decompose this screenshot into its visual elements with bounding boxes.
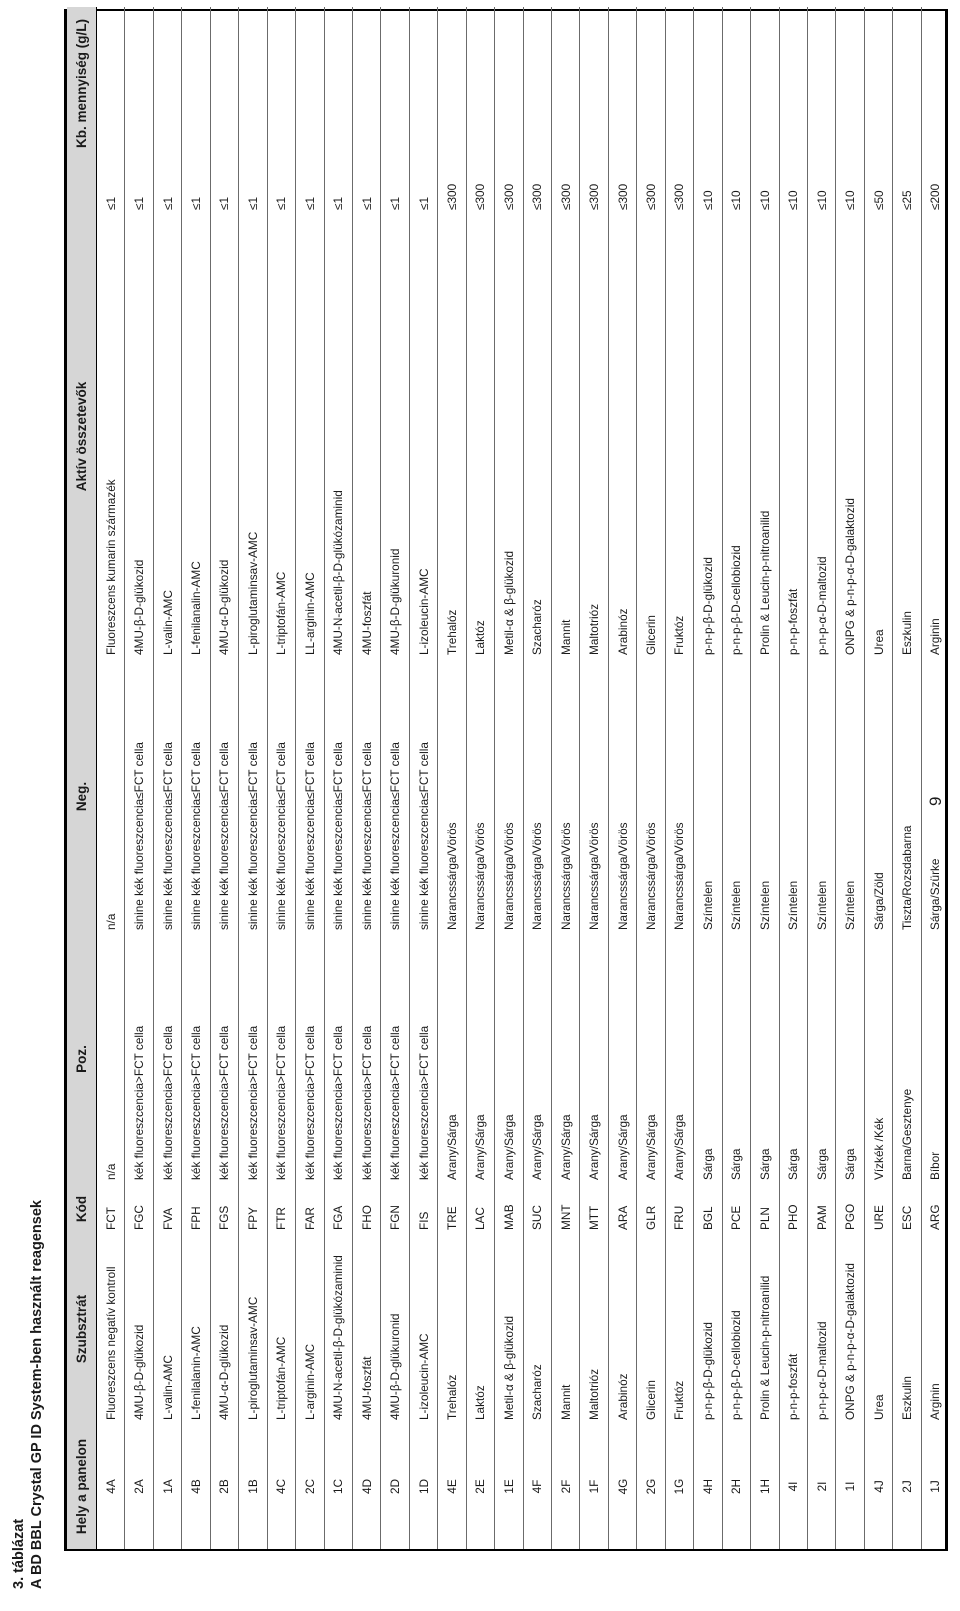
cell-negative: Narancssárga/Vörös [552,659,580,934]
cell-location: 2C [296,1424,324,1549]
cell-location: 1C [324,1424,352,1549]
cell-approx-amount: ≤300 [637,7,665,214]
cell-approx-amount: ≤1 [381,7,409,214]
cell-substrate: L-fenilalanin-AMC [182,1234,210,1424]
cell-substrate: Eszkulin [893,1234,921,1424]
cell-location: 4I [779,1424,807,1549]
cell-positive: kék fluoreszcencia>FCT cella [210,934,238,1184]
cell-approx-amount: ≤200 [921,7,949,214]
cell-positive: Arany/Sárga [637,934,665,1184]
cell-code: FAR [296,1184,324,1234]
table-row [694,7,722,1549]
cell-negative: sinine kék fluoreszcencia≤FCT cella [153,659,181,934]
cell-code: SUC [523,1184,551,1234]
cell-substrate: ONPG & p-n-p-α-D-galaktozid [836,1234,864,1424]
cell-negative: sinine kék fluoreszcencia≤FCT cella [125,659,153,934]
cell-approx-amount: ≤300 [438,7,466,214]
cell-location: 2D [381,1424,409,1549]
cell-substrate: 4MU-N-acetil-β-D-glükózaminid [324,1234,352,1424]
cell-negative: Narancssárga/Vörös [665,659,693,934]
cell-positive: Vízkék /Kék [864,934,892,1184]
cell-location: 4D [352,1424,380,1549]
cell-positive: kék fluoreszcencia>FCT cella [182,934,210,1184]
cell-substrate: L-triptofán-AMC [267,1234,295,1424]
cell-positive: Arany/Sárga [580,934,608,1184]
caption-table-number: 3. táblázat [11,1518,27,1589]
cell-active-ingredients: Trehalóz [438,214,466,659]
cell-location: 2B [210,1424,238,1549]
cell-negative: Színtelen [836,659,864,934]
cell-code: PLN [751,1184,779,1234]
cell-approx-amount: ≤1 [296,7,324,214]
cell-code: MAB [495,1184,523,1234]
cell-substrate: 4MU-β-D-glükozid [125,1234,153,1424]
cell-code: FRU [665,1184,693,1234]
table-row [125,7,153,1549]
cell-negative: sinine kék fluoreszcencia≤FCT cella [267,659,295,934]
cell-negative: Színtelen [694,659,722,934]
cell-active-ingredients: Szacharóz [523,214,551,659]
table-row [239,7,267,1549]
cell-substrate: Glicerin [637,1234,665,1424]
cell-approx-amount: ≤300 [552,7,580,214]
table-row [807,7,835,1549]
cell-negative: Narancssárga/Vörös [580,659,608,934]
cell-location: 2I [807,1424,835,1549]
table-header-row [67,7,97,1549]
cell-positive: Sárga [751,934,779,1184]
cell-code: FCT [103,1207,118,1230]
cell-location: 1I [836,1424,864,1549]
cell-positive: kék fluoreszcencia>FCT cella [352,934,380,1184]
table-body [97,7,950,1549]
cell-location: 4E [438,1424,466,1549]
cell-substrate: p-n-p-foszfát [779,1234,807,1424]
cell-negative: Narancssárga/Vörös [637,659,665,934]
cell-negative: sinine kék fluoreszcencia≤FCT cella [239,659,267,934]
cell-location: 1B [239,1424,267,1549]
table-row [864,7,892,1549]
cell-substrate: Prolin & Leucin-p-nitroanilid [751,1234,779,1424]
cell-substrate: Szacharóz [523,1234,551,1424]
table-row [893,7,921,1549]
cell-code: PAM [807,1184,835,1234]
table-row [552,7,580,1549]
cell-negative: Sárga/Zöld [864,659,892,934]
cell-location: 4C [267,1424,295,1549]
cell-substrate: Fruktóz [665,1234,693,1424]
cell-code: PGO [836,1184,864,1234]
cell-approx-amount: ≤300 [523,7,551,214]
cell-location: 2A [125,1424,153,1549]
cell-approx-amount: ≤25 [893,7,921,214]
cell-code: FGS [210,1184,238,1234]
cell-positive: Sárga [722,934,750,1184]
cell-active-ingredients: L-izoleucin-AMC [409,214,437,659]
cell-negative: sinine kék fluoreszcencia≤FCT cella [210,659,238,934]
cell-active-ingredients: 4MU-N-acetil-β-D-glükózaminid [324,214,352,659]
cell-code: FGA [324,1184,352,1234]
cell-active-ingredients: Maltotrióz [580,214,608,659]
cell-positive: kék fluoreszcencia>FCT cella [409,934,437,1184]
cell-approx-amount: ≤10 [807,7,835,214]
cell-substrate: 4MU-β-D-glükuronid [381,1234,409,1424]
table-row [751,7,779,1549]
cell-negative: Narancssárga/Vörös [523,659,551,934]
table-row [722,7,750,1549]
table-row [495,7,523,1549]
cell-approx-amount: ≤300 [495,7,523,214]
table-row [210,7,238,1549]
cell-location: 1D [409,1424,437,1549]
table-row [466,7,494,1549]
cell-location: 2H [722,1424,750,1549]
cell-negative: Színtelen [807,659,835,934]
table-row [409,7,437,1549]
cell-approx-amount: ≤1 [103,196,118,210]
cell-code: URE [864,1184,892,1234]
cell-approx-amount: ≤300 [466,7,494,214]
cell-location: 1G [665,1424,693,1549]
cell-code: MTT [580,1184,608,1234]
table-row [296,7,324,1549]
cell-substrate: Trehalóz [438,1234,466,1424]
cell-active-ingredients: Metil-α & β-glükozid [495,214,523,659]
cell-location: 1J [921,1424,949,1549]
cell-positive: Arany/Sárga [466,934,494,1184]
cell-substrate: Metil-α & β-glükozid [495,1234,523,1424]
cell-code: ARG [921,1184,949,1234]
cell-location: 1E [495,1424,523,1549]
cell-approx-amount: ≤50 [864,7,892,214]
cell-active-ingredients: L-valin-AMC [153,214,181,659]
cell-active-ingredients: Urea [864,214,892,659]
table-row [608,7,636,1549]
cell-active-ingredients: L-triptofán-AMC [267,214,295,659]
cell-code: FPY [239,1184,267,1234]
cell-substrate: p-n-p-β-D-cellobiozid [722,1234,750,1424]
cell-approx-amount: ≤1 [267,7,295,214]
cell-active-ingredients: 4MU-β-D-glükuronid [381,214,409,659]
cell-positive: kék fluoreszcencia>FCT cella [125,934,153,1184]
table-row [97,7,125,1549]
table-row [836,7,864,1549]
header-approx-amount: Kb. mennyiség (g/L) [67,7,97,214]
cell-approx-amount: ≤1 [324,7,352,214]
cell-location: 4A [103,1479,118,1494]
cell-code: ARA [608,1184,636,1234]
cell-active-ingredients: Eszkulin [893,214,921,659]
cell-location: 1H [751,1424,779,1549]
cell-code: FPH [182,1184,210,1234]
cell-approx-amount: ≤1 [182,7,210,214]
cell-substrate: Arabinóz [608,1234,636,1424]
table-row [352,7,380,1549]
cell-approx-amount: ≤1 [125,7,153,214]
cell-location: 4B [182,1424,210,1549]
cell-code: BGL [694,1184,722,1234]
header-active-ingredients: Aktív összetevők [67,214,97,659]
cell-active-ingredients: 4MU-foszfát [352,214,380,659]
cell-active-ingredients: Glicerin [637,214,665,659]
cell-active-ingredients: 4MU-β-D-glükozid [125,214,153,659]
cell-approx-amount: ≤10 [722,7,750,214]
cell-positive: Arany/Sárga [552,934,580,1184]
cell-positive: Bíbor [921,934,949,1184]
table-row [523,7,551,1549]
cell-positive: Arany/Sárga [608,934,636,1184]
cell-approx-amount: ≤300 [665,7,693,214]
cell-code: GLR [637,1184,665,1234]
cell-negative: Narancssárga/Vörös [466,659,494,934]
table-row [580,7,608,1549]
header-negative: Neg. [67,659,97,934]
header-code: Kód [67,1184,97,1234]
cell-approx-amount: ≤300 [580,7,608,214]
cell-positive: n/a [103,1163,118,1180]
table-row [438,7,466,1549]
reagent-table [67,7,949,1549]
cell-substrate: Arginin [921,1234,949,1424]
cell-active-ingredients: L-piroglutaminsav-AMC [239,214,267,659]
cell-negative: Narancssárga/Vörös [608,659,636,934]
header-substrate: Szubsztrát [67,1234,97,1424]
cell-positive: Sárga [807,934,835,1184]
cell-substrate: L-piroglutaminsav-AMC [239,1234,267,1424]
reagent-table-frame [64,9,948,1551]
table-row [267,7,295,1549]
cell-negative: Színtelen [722,659,750,934]
table-row [921,7,949,1549]
cell-substrate: 4MU-foszfát [352,1234,380,1424]
table-row [665,7,693,1549]
cell-negative: sinine kék fluoreszcencia≤FCT cella [352,659,380,934]
cell-positive: kék fluoreszcencia>FCT cella [153,934,181,1184]
cell-negative: Színtelen [779,659,807,934]
cell-substrate: Mannit [552,1234,580,1424]
cell-positive: kék fluoreszcencia>FCT cella [324,934,352,1184]
cell-active-ingredients: LL-arginin-AMC [296,214,324,659]
cell-code: ESC [893,1184,921,1234]
cell-substrate: L-izoleucin-AMC [409,1234,437,1424]
cell-positive: Sárga [836,934,864,1184]
cell-positive: kék fluoreszcencia>FCT cella [267,934,295,1184]
caption-table-title: A BD BBL Crystal GP ID System-ben használt reagensek [29,1200,45,1589]
cell-code: FHO [352,1184,380,1234]
cell-location: 4J [864,1424,892,1549]
cell-positive: Arany/Sárga [495,934,523,1184]
cell-approx-amount: ≤1 [239,7,267,214]
cell-positive: Arany/Sárga [438,934,466,1184]
cell-approx-amount: ≤1 [153,7,181,214]
cell-active-ingredients: p-n-p-β-D-cellobiozid [722,214,750,659]
cell-substrate: 4MU-α-D-glükozid [210,1234,238,1424]
cell-substrate: Urea [864,1234,892,1424]
table-row [779,7,807,1549]
cell-code: FGC [125,1184,153,1234]
cell-code: LAC [466,1184,494,1234]
cell-active-ingredients: Prolin & Leucin-p-nitroanilid [751,214,779,659]
cell-active-ingredients: Fluoreszcens kumarin származék [103,479,118,655]
cell-positive: kék fluoreszcencia>FCT cella [296,934,324,1184]
cell-negative: sinine kék fluoreszcencia≤FCT cella [381,659,409,934]
cell-approx-amount: ≤10 [751,7,779,214]
cell-substrate: p-n-p-α-D-maltozid [807,1234,835,1424]
cell-substrate: Maltotrióz [580,1234,608,1424]
cell-positive: Sárga [779,934,807,1184]
cell-active-ingredients: L-fenilanalin-AMC [182,214,210,659]
cell-substrate: L-arginin-AMC [296,1234,324,1424]
cell-negative: Tiszta/Rozsdabarna [893,659,921,934]
cell-substrate: p-n-p-β-D-glükozid [694,1234,722,1424]
cell-active-ingredients: Arginin [921,214,949,659]
cell-active-ingredients: Arabinóz [608,214,636,659]
cell-negative: Sárga/Szürke [921,659,949,934]
cell-approx-amount: ≤10 [779,7,807,214]
cell-positive: Barna/Gesztenye [893,934,921,1184]
cell-substrate: Fluoreszcens negatív kontroll [103,1266,118,1420]
header-positive: Poz. [67,934,97,1184]
cell-approx-amount: ≤1 [210,7,238,214]
cell-code: FIS [409,1184,437,1234]
cell-code: MNT [552,1184,580,1234]
cell-negative: sinine kék fluoreszcencia≤FCT cella [409,659,437,934]
cell-approx-amount: ≤1 [409,7,437,214]
cell-substrate: L-valin-AMC [153,1234,181,1424]
cell-active-ingredients: Fruktóz [665,214,693,659]
cell-location: 2E [466,1424,494,1549]
cell-location: 4F [523,1424,551,1549]
page-number: 9 [926,796,945,806]
cell-active-ingredients: Mannit [552,214,580,659]
cell-active-ingredients: ONPG & p-n-p-α-D-galaktozid [836,214,864,659]
cell-location: 4G [608,1424,636,1549]
table-row [324,7,352,1549]
cell-positive: kék fluoreszcencia>FCT cella [239,934,267,1184]
cell-positive: Arany/Sárga [523,934,551,1184]
cell-code: FGN [381,1184,409,1234]
cell-approx-amount: ≤1 [352,7,380,214]
cell-location: 4H [694,1424,722,1549]
cell-active-ingredients: p-n-p-β-D-glükozid [694,214,722,659]
cell-negative: Narancssárga/Vörös [495,659,523,934]
cell-code: PCE [722,1184,750,1234]
cell-approx-amount: ≤10 [836,7,864,214]
cell-approx-amount: ≤10 [694,7,722,214]
cell-approx-amount: ≤300 [608,7,636,214]
cell-negative: sinine kék fluoreszcencia≤FCT cella [296,659,324,934]
cell-code: TRE [438,1184,466,1234]
cell-code: FTR [267,1184,295,1234]
cell-location: 2F [552,1424,580,1549]
table-caption [10,1200,46,1589]
cell-negative: sinine kék fluoreszcencia≤FCT cella [324,659,352,934]
cell-active-ingredients: Laktóz [466,214,494,659]
cell-substrate: Laktóz [466,1234,494,1424]
cell-negative: sinine kék fluoreszcencia≤FCT cella [182,659,210,934]
table-row [381,7,409,1549]
cell-location: 2G [637,1424,665,1549]
cell-active-ingredients: 4MU-α-D-glükozid [210,214,238,659]
cell-positive: kék fluoreszcencia>FCT cella [381,934,409,1184]
cell-positive: Arany/Sárga [665,934,693,1184]
cell-negative: Színtelen [751,659,779,934]
cell-location: 2J [893,1424,921,1549]
cell-active-ingredients: p-n-p-α-D-maltozid [807,214,835,659]
cell-negative: Narancssárga/Vörös [438,659,466,934]
cell-code: PHO [779,1184,807,1234]
table-row [182,7,210,1549]
header-location: Hely a panelon [67,1424,97,1549]
table-row [637,7,665,1549]
cell-location: 1F [580,1424,608,1549]
cell-location: 1A [153,1424,181,1549]
cell-positive: Sárga [694,934,722,1184]
cell-code: FVA [153,1184,181,1234]
table-row [153,7,181,1549]
cell-negative: n/a [103,913,118,930]
cell-active-ingredients: p-n-p-foszfát [779,214,807,659]
